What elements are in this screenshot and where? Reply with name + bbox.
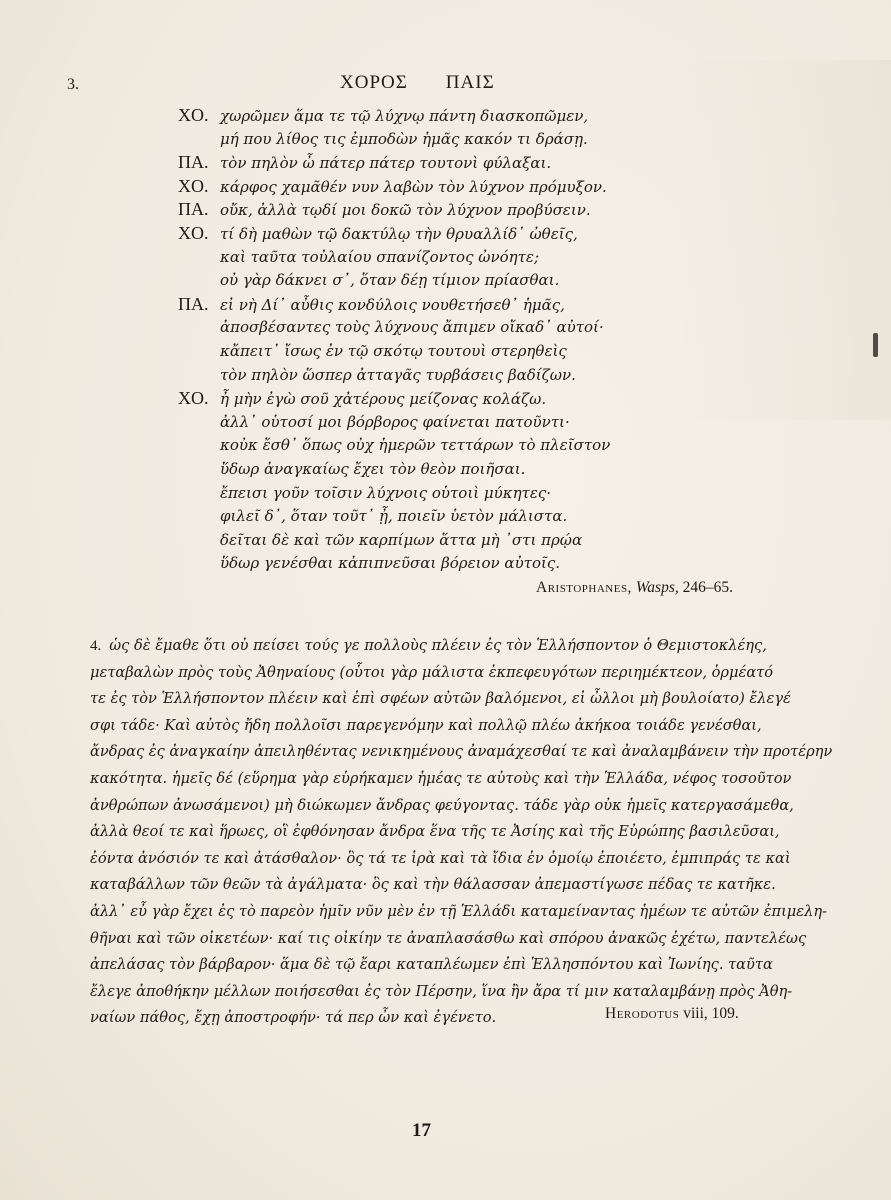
verse-text: ἔπεισι γοῦν τοῖσιν λύχνοις οὑτοιὶ μύκητες· xyxy=(220,483,552,502)
verse-line xyxy=(178,246,828,270)
citation-reference: viii, 109. xyxy=(683,1005,739,1022)
prose-text: ὡς δὲ ἔμαθε ὅτι οὐ πείσει τούς γε πολλοὺς πλέειν ἐς τὸν Ἑλλήσποντον ὁ Θεμιστοκλέης, xyxy=(109,637,767,654)
prose-line: ἀνθρώπων ἀνωσάμενοι) μὴ διώκωμεν ἄνδρας φεύγοντας. τάδε γὰρ οὐκ ἡμεῖς κατεργασάμεθα, xyxy=(90,796,794,814)
verse-line xyxy=(178,198,828,222)
section-4-number: 4. xyxy=(90,638,102,654)
verse-text: τὸν πηλὸν ὥσπερ ἀτταγᾶς τυρβάσεις βαδίζων. xyxy=(220,365,576,384)
speaker-label: ΧΟ. xyxy=(178,222,209,243)
verse-text: οὔκ, ἀλλὰ τῳδί μοι δοκῶ τὸν λύχνον προβύσειν. xyxy=(220,201,591,220)
speaker-label: ΧΟ. xyxy=(178,105,209,125)
page-number: 17 xyxy=(412,1120,431,1141)
wasps-verse xyxy=(178,104,828,576)
verse-text: χωρῶμεν ἅμα τε τῷ λύχνῳ πάντη διασκοπῶμεν, xyxy=(220,107,589,125)
verse-line xyxy=(178,104,828,128)
prose-line: ἀλλὰ θεοί τε καὶ ἥρωες, οἳ ἐφθόνησαν ἄνδρα ἕνα τῆς τε Ἀσίης καὶ τῆς Εὐρώπης βασιλεῦσαι, xyxy=(90,823,780,841)
verse-text: ἀποσβέσαντες τοὺς λύχνους ἄπιμεν οἴκαδ᾽ αὐτοί· xyxy=(220,318,604,337)
verse-line xyxy=(178,340,828,364)
verse-text: καὶ ταῦτα τοὐλαίου σπανίζοντος ὠνόητε; xyxy=(220,247,540,266)
verse-text: δεῖται δὲ καὶ τῶν καρπίμων ἅττα μὴ ᾽στι πρῴα xyxy=(220,530,583,549)
prose-line: θῆναι καὶ τῶν οἰκετέων· καί τις οἰκίην τε ἀναπλασάσθω καὶ σπόρου ἀνακῶς ἐχέτω, παντελέως xyxy=(90,929,807,947)
verse-text: ἀλλ᾽ οὑτοσί μοι βόρβορος φαίνεται πατοῦντι· xyxy=(220,412,570,431)
section-3-citation xyxy=(536,579,733,597)
verse-text: εἰ νὴ Δί᾽ αὖθις κονδύλοις νουθετήσεθ᾽ ἡμᾶς, xyxy=(220,295,565,314)
citation-author: Aristophanes, xyxy=(536,579,632,596)
prose-line: καταβάλλων τῶν θεῶν τὰ ἀγάλματα· ὃς καὶ τὴν θάλασσαν ἀπεμαστίγωσε πέδας τε κατῆκε. xyxy=(90,876,776,894)
herodotus-prose xyxy=(90,633,833,1032)
verse-line xyxy=(178,364,828,388)
prose-line xyxy=(90,633,800,660)
heading-chorus: ΧΟΡΟΣ xyxy=(340,72,408,93)
verse-text: κάρφος χαμᾶθέν νυν λαβὼν τὸν λύχνον πρόμυξον. xyxy=(220,177,607,196)
verse-line xyxy=(178,387,828,411)
prose-line: ἄνδρας ἐς ἀναγκαίην ἀπειληθέντας νενικημένους ἀναμάχεσθαί τε καὶ ἀναλαμβάνειν τὴν προτέρην xyxy=(90,743,833,761)
citation-reference: 246–65. xyxy=(682,579,733,596)
verse-text: τὸν πηλὸν ὦ πάτερ πάτερ τουτονὶ φύλαξαι. xyxy=(220,154,552,173)
verse-line xyxy=(178,151,828,175)
prose-line: σφι τάδε· Καὶ αὐτὸς ἤδη πολλοῖσι παρεγενόμην καὶ πολλῷ πλέω ἀκήκοα τοιάδε γενέσθαι, xyxy=(90,716,762,734)
prose-line: μεταβαλὼν πρὸς τοὺς Ἀθηναίους (οὗτοι γὰρ μάλιστα ἐκπεφευγότων περιημέκτεον, ὁρμέατό xyxy=(90,663,774,681)
verse-line xyxy=(178,128,828,152)
verse-line xyxy=(178,434,828,458)
speaker-label: ΠΑ. xyxy=(178,199,209,220)
verse-text: κοὐκ ἔσθ᾽ ὅπως οὐχ ἡμερῶν τεττάρων τὸ πλεῖστον xyxy=(220,436,611,455)
prose-line: τε ἐς τὸν Ἑλλήσποντον πλέειν καὶ ἐπὶ σφέων αὐτῶν βαλόμενοι, εἰ ὦλλοι μὴ βουλοίατο) ἔλεγέ xyxy=(90,690,791,708)
citation-work: Wasps, xyxy=(635,579,679,596)
verse-text: οὐ γὰρ δάκνει σ᾽, ὅταν δέῃ τίμιον πρίασθαι. xyxy=(220,271,560,290)
section-4-citation xyxy=(605,1005,739,1023)
prose-line: ναίων πάθος, ἔχῃ ἀποστροφήν· τά περ ὦν καὶ ἐγένετο. xyxy=(90,1009,497,1027)
verse-line xyxy=(178,175,828,199)
prose-line: κακότητα. ἡμεῖς δέ (εὕρημα γὰρ εὑρήκαμεν ἡμέας τε αὐτοὺς καὶ τὴν Ἑλλάδα, νέφος τοσοῦτον xyxy=(90,769,792,787)
prose-line: ἀπελάσας τὸν βάρβαρον· ἅμα δὲ τῷ ἔαρι καταπλέωμεν ἐπὶ Ἑλλησπόντου καὶ Ἰωνίης. ταῦτα xyxy=(90,956,773,974)
citation-author: Herodotus xyxy=(605,1005,680,1022)
verse-line xyxy=(178,505,828,529)
verse-text: ὕδωρ ἀναγκαίως ἔχει τὸν θεὸν ποιῆσαι. xyxy=(220,459,526,478)
verse-line xyxy=(178,269,828,293)
verse-line xyxy=(178,316,828,340)
verse-line xyxy=(178,482,828,506)
verse-text: ὕδωρ γενέσθαι κἀπιπνεῦσαι βόρειον αὐτοῖς. xyxy=(220,554,561,573)
speaker-label: ΧΟ. xyxy=(178,388,209,409)
speaker-label: ΠΑ. xyxy=(178,293,209,314)
paper-blemish xyxy=(873,333,878,357)
section-3-heading xyxy=(340,72,533,94)
verse-text: φιλεῖ δ᾽, ὅταν τοῦτ᾽ ᾖ, ποιεῖν ὑετὸν μάλιστα. xyxy=(220,507,568,526)
prose-line: ἀλλ᾽ εὖ γὰρ ἔχει ἐς τὸ παρεὸν ἡμῖν νῦν μὲν ἐν τῇ Ἑλλάδι καταμείναντας ἡμέων τε αὐτῶν ἐπιμελη- xyxy=(90,902,828,920)
section-3-number: 3. xyxy=(67,76,79,93)
heading-boy: ΠΑΙΣ xyxy=(445,72,495,93)
verse-text: ἦ μὴν ἐγὼ σοῦ χἀτέρους μείζονας κολάζω. xyxy=(220,390,547,409)
prose-line: ἐόντα ἀνόσιόν τε καὶ ἀτάσθαλον· ὃς τά τε ἱρὰ καὶ τὰ ἴδια ἐν ὁμοίῳ ἐποιέετο, ἐμπιπράς τε καὶ xyxy=(90,849,791,867)
speaker-label: ΧΟ. xyxy=(178,175,209,196)
verse-text: τί δὴ μαθὼν τῷ δακτύλῳ τὴν θρυαλλίδ᾽ ὠθεῖς, xyxy=(220,224,578,243)
prose-line: ἔλεγε ἀποθήκην μέλλων ποιήσεσθαι ἐς τὸν Πέρσην, ἵνα ἢν ἄρα τί μιν καταλαμβάνῃ πρὸς Ἀθη- xyxy=(90,982,793,1000)
verse-line xyxy=(178,529,828,553)
verse-line xyxy=(178,458,828,482)
speaker-label: ΠΑ. xyxy=(178,152,209,173)
verse-line xyxy=(178,552,828,576)
verse-text: κἄπειτ᾽ ἴσως ἐν τῷ σκότῳ τουτουὶ στερηθεὶς xyxy=(220,341,567,360)
verse-line xyxy=(178,293,828,317)
verse-line xyxy=(178,411,828,435)
verse-text: μή που λίθος τις ἐμποδὼν ἡμᾶς κακόν τι δράσῃ. xyxy=(220,129,588,148)
verse-line xyxy=(178,222,828,246)
